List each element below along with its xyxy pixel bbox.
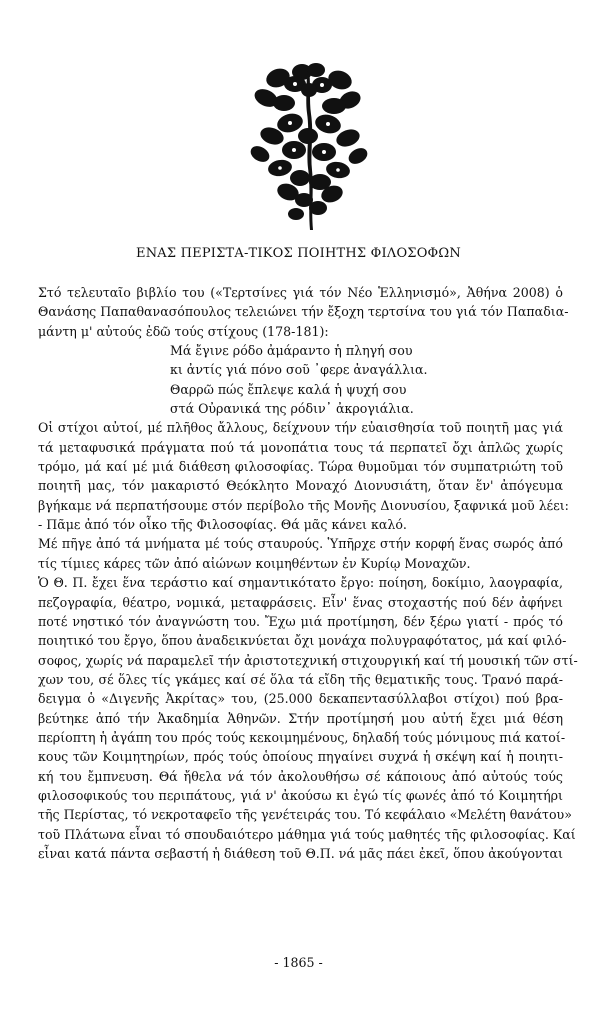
text-line: Ὁ Θ. Π. ἔχει ἕνα τεράστιο καί σημαντικότατο ἔργο: ποίηση, δοκίμιο, λαογραφία, — [38, 575, 563, 591]
text-line: χων του, σέ ὅλες τίς γκάμες καί σέ ὅλα τά εἴδη τῆς θεματικῆς τους. Τρανό παρά- — [38, 671, 563, 687]
text-line: τοῦ Πλάτωνα εἶναι τό σπουδαιότερο μάθημα γιά τούς μαθητές τῆς φιλοσοφίας. Καί — [38, 826, 576, 842]
poem-line: Θαρρῶ πώς ἔπλεψε καλά ἡ ψυχή σου — [170, 381, 407, 397]
poem-quote — [38, 341, 563, 418]
text-line: πεζογραφία, θέατρο, νομικά, μεταφράσεις. Εἶν' ἕνας στοχαστής πού δέν ἀφήνει — [38, 594, 563, 610]
text-line: βεύτηκε ἀπό τήν Ἀκαδημία Ἀθηνῶν. Στήν προτίμησή μου αὐτή ἔχει μιά θέση — [38, 710, 563, 726]
text-line: περίοπτη ἡ ἀγάπη του πρός τούς κεκοιμημένους, δηλαδή τούς μόνιμους πιά κατοί- — [38, 729, 566, 745]
text-line: - Πᾶμε ἀπό τόν οἶκο τῆς Φιλοσοφίας. Θά μᾶς κάνει καλό. — [38, 517, 407, 533]
poem-line: κι ἀντίς γιά πόνο σοῦ ᾽φερε ἀναγάλλια. — [170, 362, 428, 378]
text-line: κή του ἔμπνευση. Θά ἤθελα νά τόν ἀκολουθήσω σέ κάποιους ἀπό αὐτούς τούς — [38, 768, 563, 784]
text-line: Θανάσης Παπαθανασόπουλος τελειώνει τήν ἔξοχη τερτσίνα του γιά τόν Παπαδια- — [38, 304, 569, 320]
text-line: ποιητῆ μας, τόν μακαριστό Θεόκλητο Μοναχό Διονυσιάτη, ὅταν ἕν' ἀπόγευμα — [38, 478, 563, 494]
text-line: μάντη μ' αὐτούς ἐδῶ τούς στίχους (178-181): — [38, 323, 329, 339]
page-title: ΕΝΑΣ ΠΕΡΙΣΤΑ-ΤΙΚΟΣ ΠΟΙΗΤΗΣ ΦΙΛΟΣΟΦΩΝ — [136, 246, 461, 261]
text-line: τά μεταφυσικά πράγματα πού τά μονοπάτια τους τά περπατεῖ ὄχι ἁπλῶς χωρίς — [38, 439, 563, 455]
poem-line: στά Οὐρανικά της ρόδιν᾽ ἀκρογιάλια. — [170, 401, 414, 417]
text-line: Στό τελευταῖο βιβλίο του («Τερτσίνες γιά τόν Νέο Ἑλληνισμό», Ἀθήνα 2008) ὁ — [38, 285, 563, 300]
article-body — [38, 283, 578, 863]
text-line: ποιητικό του ἔργο, ὅπου ἀναδεικνύεται ὄχι μονάχα πολυγραφότατος, μά καί φιλό- — [38, 633, 567, 649]
text-line: Μέ πῆγε ἀπό τά μνήματα μέ τούς σταυρούς. Ὑπῆρχε στήν κορφή ἕνας σωρός ἀπό — [38, 536, 563, 552]
leafy-branch-icon — [250, 58, 370, 233]
text-line: ποτέ νηστικό τόν ἀναγνώστη του. Ἔχω μιά προτίμηση, δέν ξέρω γιατί - πρός τό — [38, 613, 563, 629]
text-line: τίς τίμιες κάρες τῶν ἀπό αἰώνων κοιμηθέντων ἐν Κυρίῳ Μοναχῶν. — [38, 555, 471, 571]
poem-line: Μά ἔγινε ρόδο ἀμάραντο ἡ πληγή σου — [170, 343, 413, 359]
text-line: εἶναι κατά πάντα σεβαστή ἡ διάθεση τοῦ Θ.Π. νά μᾶς πάει ἐκεῖ, ὅπου ἀκούγονται — [38, 845, 563, 861]
text-line: Οἱ στίχοι αὐτοί, μέ πλῆθος ἄλλους, δείχνουν τήν εὐαισθησία τοῦ ποιητῆ μας γιά — [38, 420, 563, 436]
text-line: βγήκαμε νά περπατήσουμε στόν περίβολο τῆς Μονῆς Διονυσίου, ξαφνικά μοῦ λέει: — [38, 497, 569, 513]
text-line: φιλοσοφικούς του περιπάτους, γιά ν' ἀκούσω κι ἐγώ τίς φωνές ἀπό τό Κοιμητήρι — [38, 787, 563, 803]
page-number: - 1865 - — [274, 955, 323, 970]
text-line: τρόμο, μά καί μέ μιά διάθεση φιλοσοφίας. Τώρα θυμοῦμαι τόν συμπατριώτη τοῦ — [38, 459, 563, 475]
text-line: κους τῶν Κοιμητηρίων, πρός τούς ὁποίους πηγαίνει συχνά ἡ σκέψη καί ἡ ποιητι- — [38, 749, 563, 765]
text-line: τῆς Περίστας, τό νεκροταφεῖο τῆς γενέτειράς του. Τό κεφάλαιο «Μελέτη θανάτου» — [38, 807, 572, 823]
text-line: σοφος, χωρίς νά παραμελεῖ τήν ἀριστοτεχνική στιχουργική καί τή μουσική τῶν στί- — [38, 652, 578, 668]
text-line: δειγμα ὁ «Διγενῆς Ἀκρίτας» του, (25.000 δεκαπεντασύλλαβοι στίχοι) πού βρα- — [38, 691, 563, 707]
